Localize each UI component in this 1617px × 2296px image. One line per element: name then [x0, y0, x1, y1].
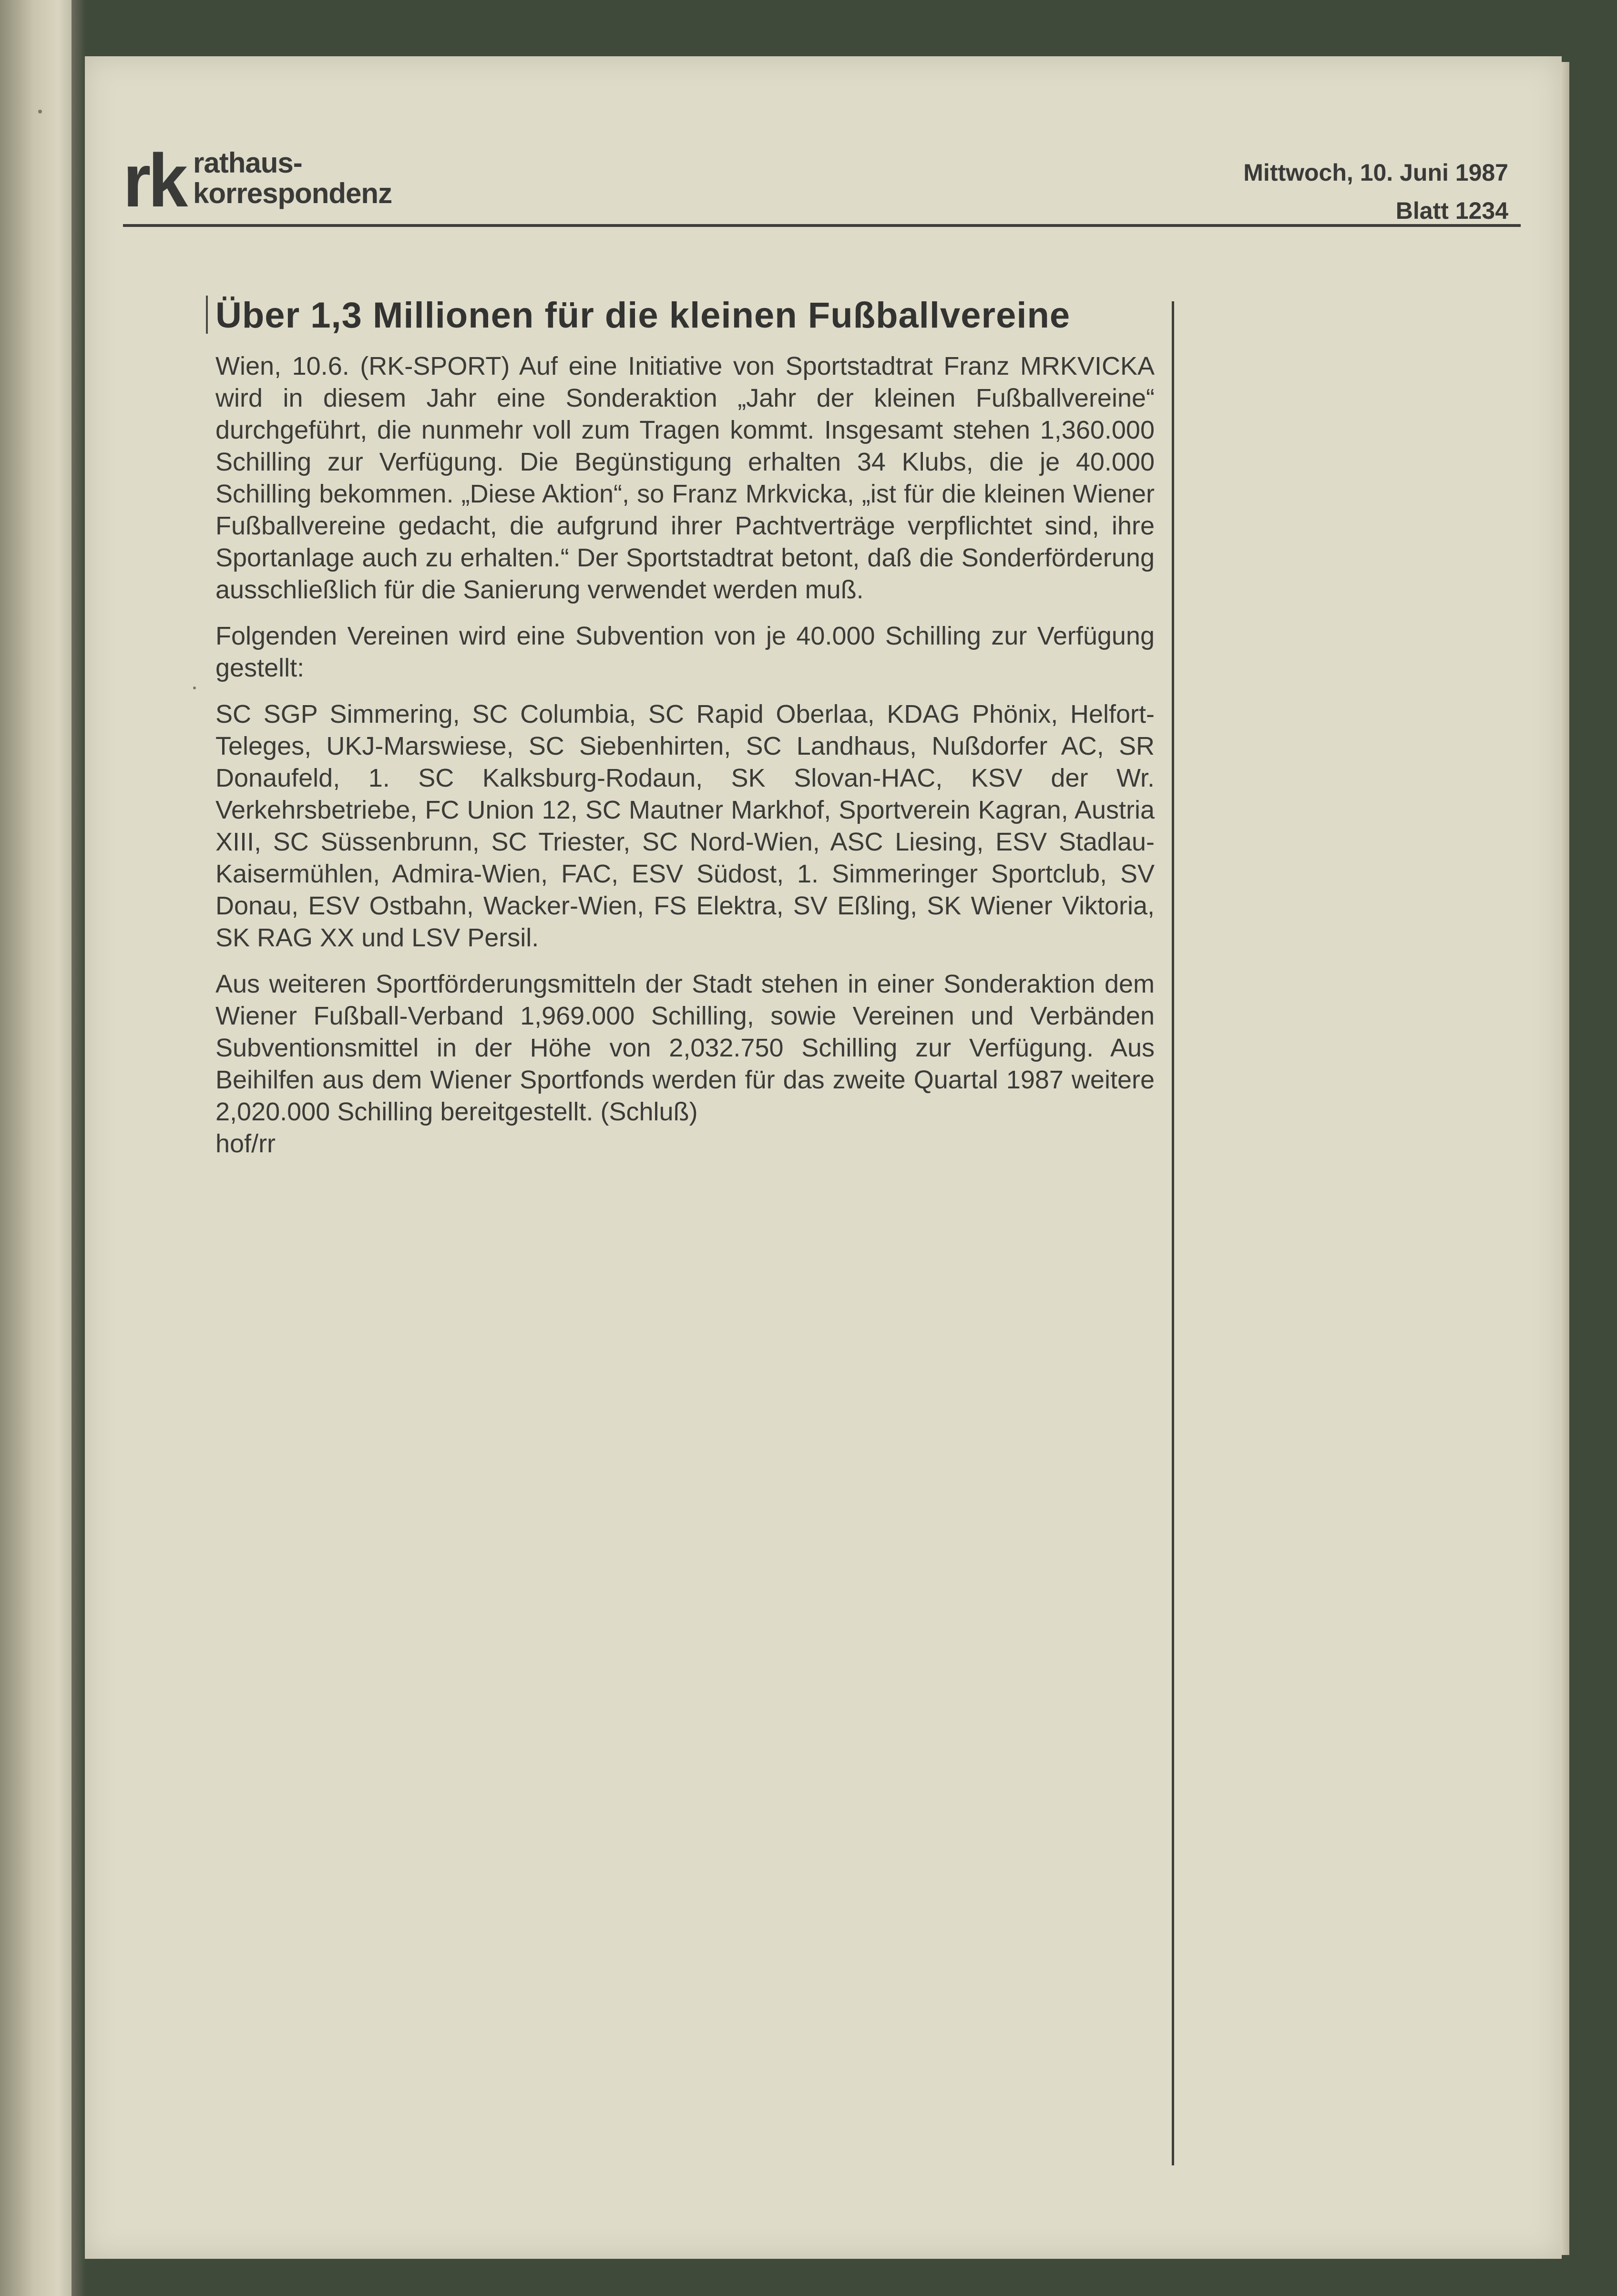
article-paragraph: Folgenden Vereinen wird eine Subvention von je 40.000 Schilling zur Verfügung gestellt: — [215, 622, 1155, 682]
scan-speck — [193, 687, 196, 689]
book-binding — [0, 0, 83, 2296]
issue-date: Mittwoch, 10. Juni 1987 — [1243, 159, 1508, 186]
scan-speck — [38, 110, 42, 113]
masthead-line-2: korrespondenz — [193, 177, 392, 209]
article-paragraph: Aus weiteren Sportförderungsmitteln der Stadt stehen in einer Sonderaktion dem Wiener Fußball-Verband 1,969.000 Schilling, sowie Vereinen und Verbänden Subventionsmittel in der Höhe von 2,032.750 Schilling zur Verfügung. Aus Beihilfen aus dem Wiener Sportfonds werden für das zweite Quartal 1987 weitere 2,020.000 Schilling bereitgestellt. (Schluß) — [215, 970, 1155, 1126]
header-divider — [123, 224, 1521, 227]
issue-info — [1243, 154, 1508, 230]
column-divider — [1172, 301, 1174, 2165]
article-paragraph: SC SGP Simmering, SC Columbia, SC Rapid Oberlaa, KDAG Phönix, Helfort-Teleges, UKJ-Marswiese, SC Siebenhirten, SC Landhaus, Nußdorfer AC, SR Donaufeld, 1. SC Kalksburg-Rodaun, SK Slovan-HAC, KSV der Wr. Verkehrsbetriebe, FC Union 12, SC Mautner Markhof, Sportverein Kagran, Austria XIII, SC Süssenbrunn, SC Triester, SC Nord-Wien, ASC Liesing, ESV Stadlau-Kaisermühlen, Admira-Wien, FAC, ESV Südost, 1. Simmeringer Sportclub, SV Donau, ESV Ostbahn, Wacker-Wien, FS Elektra, SV Eßling, SK Wiener Viktoria, SK RAG XX und LSV Persil. — [215, 700, 1155, 952]
article-body — [215, 350, 1155, 1160]
page-edge — [1562, 62, 1569, 2255]
rk-logo-mark: rk — [123, 139, 185, 223]
article-signoff: hof/rr — [215, 1129, 276, 1158]
article-paragraph: Wien, 10.6. (RK-SPORT) Auf eine Initiative von Sportstadtrat Franz MRKVICKA wird in diesem Jahr eine Sonderaktion „Jahr der kleinen Fußballvereine“ durchgeführt, die nunmehr voll zum Tragen kommt. Insgesamt stehen 1,360.000 Schilling zur Verfügung. Die Begünstigung erhalten 34 Klubs, die je 40.000 Schilling bekommen. „Diese Aktion“, so Franz Mrkvicka, „ist für die kleinen Wiener Fußballvereine gedacht, die aufgrund ihrer Pachtverträge verpflichtet sind, ihre Sportanlage auch zu erhalten.“ Der Sportstadtrat betont, daß die Sonderförderung ausschließlich für die Sanierung verwendet werden muß. — [215, 352, 1155, 604]
sheet-number: Blatt 1234 — [1395, 197, 1508, 224]
binding-shadow — [72, 0, 86, 2296]
masthead-line-1: rathaus- — [193, 147, 302, 179]
article-headline: Über 1,3 Millionen für die kleinen Fußballvereine — [215, 295, 1071, 336]
margin-mark — [206, 296, 208, 334]
masthead-title — [193, 148, 392, 209]
